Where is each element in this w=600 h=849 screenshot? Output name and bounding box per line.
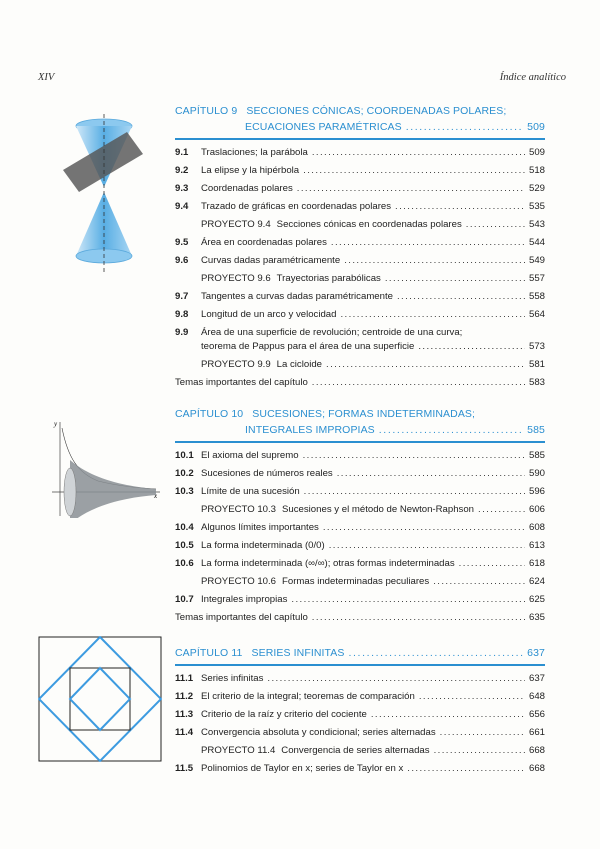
chapter-rule — [175, 664, 545, 666]
section-title: Series infinitas — [201, 673, 264, 684]
chapter-label: CAPÍTULO 10 — [175, 408, 244, 420]
section-title: La elipse y la hipérbola — [201, 165, 300, 176]
temas-page: 635 — [528, 612, 545, 623]
section-title: Integrales impropias — [201, 594, 288, 605]
section-page: 558 — [528, 291, 545, 302]
project-page: 581 — [528, 359, 545, 370]
leader-dots — [337, 468, 525, 480]
project-page: 606 — [528, 504, 545, 515]
horn-figure — [48, 418, 168, 518]
toc-project-entry[interactable] — [175, 573, 545, 591]
section-number: 9.5 — [175, 237, 189, 248]
chapter-title-line2: ECUACIONES PARAMÉTRICAS — [245, 121, 402, 133]
nested-squares-figure — [38, 636, 162, 762]
leader-dots — [267, 673, 525, 685]
toc-temas-entry[interactable] — [175, 609, 545, 627]
section-title: Sucesiones de números reales — [201, 468, 333, 479]
leader-dots — [434, 745, 525, 757]
section-number: 10.1 — [175, 450, 194, 461]
section-title: Coordenadas polares — [201, 183, 293, 194]
section-title: Trazado de gráficas en coordenadas polares — [201, 201, 392, 212]
toc-entry[interactable] — [175, 670, 545, 688]
project-page: 624 — [528, 576, 545, 587]
toc-entry[interactable] — [175, 306, 545, 324]
section-title: Traslaciones; la parábola — [201, 147, 308, 158]
section-title: Criterio de la raíz y criterio del cociente — [201, 709, 367, 720]
chapter-11 — [175, 645, 545, 778]
section-number: 9.1 — [175, 147, 189, 158]
leader-dots — [303, 165, 525, 177]
section-title: Límite de una sucesión — [201, 486, 300, 497]
project-title: Sucesiones y el método de Newton-Raphson — [282, 504, 475, 515]
project-label: PROYECTO 9.4 — [201, 219, 271, 230]
section-number: 9.2 — [175, 165, 189, 176]
section-title: Área en coordenadas polares — [201, 237, 327, 248]
project-label: PROYECTO 10.3 — [201, 504, 277, 515]
project-label: PROYECTO 9.6 — [201, 273, 271, 284]
section-page: 596 — [528, 486, 545, 497]
section-number: 11.4 — [175, 727, 194, 738]
section-page: 656 — [528, 709, 545, 720]
section-page: 668 — [528, 763, 545, 774]
leader-dots — [323, 522, 525, 534]
leader-dots — [304, 486, 525, 498]
temas-title: Temas importantes del capítulo — [175, 612, 308, 623]
section-number: 10.4 — [175, 522, 194, 533]
section-number: 9.3 — [175, 183, 189, 194]
chapter-rule — [175, 138, 545, 140]
project-title: Convergencia de series alternadas — [281, 745, 430, 756]
temas-title: Temas importantes del capítulo — [175, 377, 308, 388]
section-page: 535 — [528, 201, 545, 212]
section-page: 625 — [528, 594, 545, 605]
section-page: 608 — [528, 522, 545, 533]
y-axis-label: y — [54, 420, 58, 428]
toc-project-entry[interactable] — [175, 270, 545, 288]
leader-dots — [379, 422, 523, 438]
toc-entry[interactable] — [175, 483, 545, 501]
leader-dots — [331, 237, 525, 249]
leader-dots — [349, 645, 524, 661]
toc-entry[interactable] — [175, 324, 545, 356]
section-number: 11.5 — [175, 763, 194, 774]
leader-dots — [440, 727, 525, 739]
chapter-heading — [175, 406, 545, 438]
leader-dots — [419, 691, 525, 703]
x-axis-label: x — [154, 492, 158, 500]
section-title: El axioma del supremo — [201, 450, 299, 461]
section-title: La forma indeterminada (∞/∞); otras formas indeterminadas — [201, 558, 455, 569]
section-number: 10.2 — [175, 468, 194, 479]
leader-dots — [329, 540, 525, 552]
leader-dots — [312, 377, 525, 389]
leader-dots — [312, 147, 525, 159]
leader-dots — [385, 273, 525, 285]
leader-dots — [466, 219, 525, 231]
leader-dots — [371, 709, 525, 721]
project-label: PROYECTO 9.9 — [201, 359, 271, 370]
leader-dots — [312, 612, 525, 624]
section-number: 9.4 — [175, 201, 189, 212]
leader-dots — [326, 359, 525, 371]
leader-dots — [395, 201, 525, 213]
chapter-title-line1: SUCESIONES; FORMAS INDETERMINADAS; — [252, 408, 476, 420]
section-title: Polinomios de Taylor en x; series de Taylor en x — [201, 763, 404, 774]
section-number: 9.6 — [175, 255, 189, 266]
section-title: Tangentes a curvas dadas paramétricamente — [201, 291, 393, 302]
project-page: 668 — [528, 745, 545, 756]
section-title: Longitud de un arco y velocidad — [201, 309, 337, 320]
section-page: 509 — [528, 147, 545, 158]
section-page: 544 — [528, 237, 545, 248]
section-page: 549 — [528, 255, 545, 266]
toc-entry[interactable] — [175, 537, 545, 555]
section-page: 637 — [528, 673, 545, 684]
toc-entry[interactable] — [175, 252, 545, 270]
leader-dots — [418, 340, 525, 354]
section-number: 10.6 — [175, 558, 194, 569]
section-title: Convergencia absoluta y condicional; series alternadas — [201, 727, 436, 738]
toc-entry[interactable] — [175, 724, 545, 742]
toc-entry[interactable] — [175, 591, 545, 609]
chapter-title-line1: SERIES INFINITAS — [251, 647, 345, 659]
project-title: Trayectorias parabólicas — [276, 273, 381, 284]
chapter-rule — [175, 441, 545, 443]
section-page: 590 — [528, 468, 545, 479]
section-page: 585 — [528, 450, 545, 461]
section-page: 661 — [528, 727, 545, 738]
section-number: 11.3 — [175, 709, 194, 720]
leader-dots — [344, 255, 525, 267]
leader-dots — [459, 558, 525, 570]
leader-dots — [291, 594, 525, 606]
toc-project-entry[interactable] — [175, 356, 545, 374]
section-page: 518 — [528, 165, 545, 176]
leader-dots — [397, 291, 525, 303]
section-title: La forma indeterminada (0/0) — [201, 540, 325, 551]
section-page: 573 — [528, 341, 545, 352]
section-number: 10.5 — [175, 540, 194, 551]
chapter-heading — [175, 645, 545, 661]
project-title: Secciones cónicas en coordenadas polares — [276, 219, 462, 230]
chapter-heading — [175, 103, 545, 135]
project-title: Formas indeterminadas peculiares — [282, 576, 430, 587]
toc-entry[interactable] — [175, 706, 545, 724]
section-number: 10.3 — [175, 486, 194, 497]
project-page: 543 — [528, 219, 545, 230]
section-title: Área de una superficie de revolución; centroide de una curva; — [201, 327, 463, 338]
leader-dots — [406, 119, 523, 135]
section-number: 11.2 — [175, 691, 194, 702]
section-title: El criterio de la integral; teoremas de comparación — [201, 691, 415, 702]
chapter-9 — [175, 103, 545, 392]
toc-project-entry[interactable] — [175, 216, 545, 234]
toc-temas-entry[interactable] — [175, 374, 545, 392]
double-cone-figure — [55, 112, 155, 272]
section-title-cont: teorema de Pappus para el área de una superficie — [201, 341, 415, 352]
chapter-title-line1: SECCIONES CÓNICAS; COORDENADAS POLARES; — [246, 105, 507, 117]
chapter-10 — [175, 406, 545, 627]
section-number: 10.7 — [175, 594, 194, 605]
toc-entry[interactable] — [175, 688, 545, 706]
toc-entry[interactable] — [175, 180, 545, 198]
leader-dots — [297, 183, 525, 195]
chapter-title-line2: INTEGRALES IMPROPIAS — [245, 424, 375, 436]
section-number: 9.9 — [175, 327, 189, 338]
section-number: 9.7 — [175, 291, 189, 302]
toc-entry[interactable] — [175, 144, 545, 162]
leader-dots — [303, 450, 525, 462]
section-page: 529 — [528, 183, 545, 194]
leader-dots — [340, 309, 525, 321]
section-page: 618 — [528, 558, 545, 569]
section-title: Algunos límites importantes — [201, 522, 319, 533]
running-header: Índice analítico — [499, 72, 566, 83]
toc-entry[interactable] — [175, 760, 545, 778]
toc-entry[interactable] — [175, 519, 545, 537]
section-page: 613 — [528, 540, 545, 551]
section-page: 648 — [528, 691, 545, 702]
toc-entry[interactable] — [175, 288, 545, 306]
temas-page: 583 — [528, 377, 545, 388]
project-title: La cicloide — [276, 359, 323, 370]
chapter-label: CAPÍTULO 9 — [175, 105, 238, 117]
toc-project-entry[interactable] — [175, 742, 545, 760]
toc-project-entry[interactable] — [175, 501, 545, 519]
leader-dots — [407, 763, 525, 775]
page-number: XIV — [38, 72, 55, 83]
chapter-page: 637 — [527, 647, 545, 659]
toc-entry[interactable] — [175, 162, 545, 180]
toc-entry[interactable] — [175, 447, 545, 465]
chapter-page: 509 — [527, 121, 545, 133]
leader-dots — [478, 504, 525, 516]
toc-entry[interactable] — [175, 555, 545, 573]
toc-entry[interactable] — [175, 234, 545, 252]
toc-entry[interactable] — [175, 198, 545, 216]
project-page: 557 — [528, 273, 545, 284]
section-number: 9.8 — [175, 309, 189, 320]
chapter-label: CAPÍTULO 11 — [175, 647, 243, 659]
section-title: Curvas dadas paramétricamente — [201, 255, 341, 266]
project-label: PROYECTO 10.6 — [201, 576, 277, 587]
leader-dots — [433, 576, 525, 588]
chapter-page: 585 — [527, 424, 545, 436]
toc-entry[interactable] — [175, 465, 545, 483]
project-label: PROYECTO 11.4 — [201, 745, 276, 756]
section-page: 564 — [528, 309, 545, 320]
section-number: 11.1 — [175, 673, 194, 684]
